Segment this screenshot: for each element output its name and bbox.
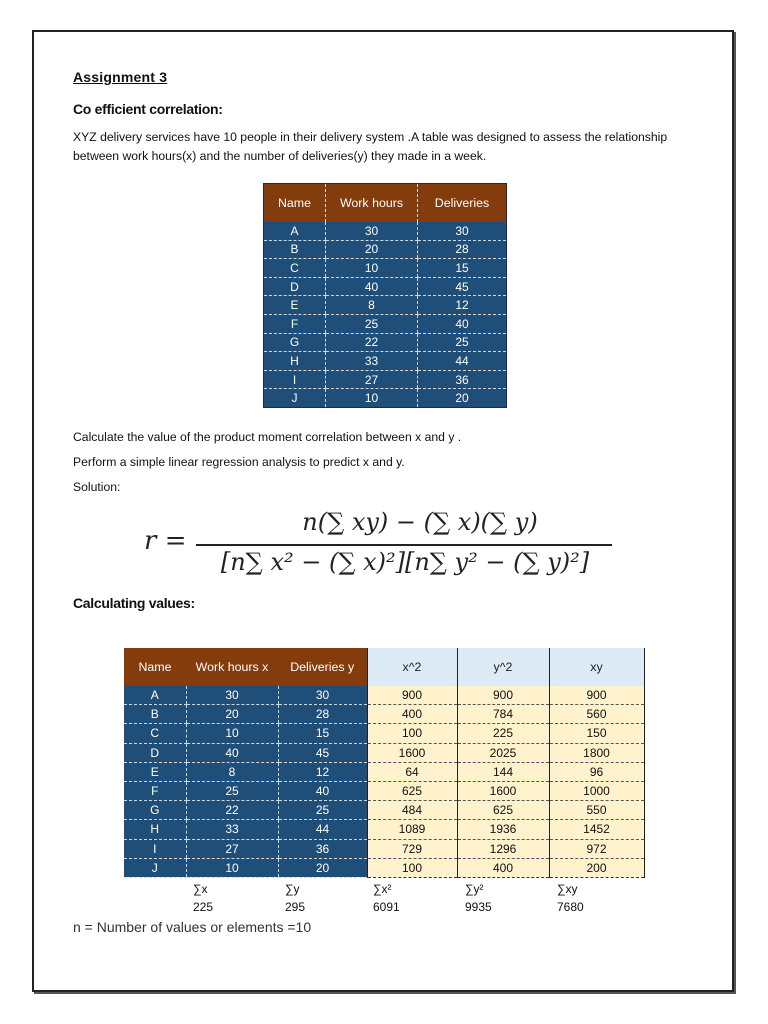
table-row [124, 686, 644, 705]
table-cell: 550 [549, 801, 644, 820]
formula-denominator: [n∑ x² − (∑ x)²][n∑ y² − (∑ y)²] [220, 548, 590, 576]
section-heading-correlation: Co efficient correlation: [73, 101, 223, 117]
sum-value: 9935 [465, 900, 492, 914]
column-header: y^2 [457, 648, 549, 686]
table-row [124, 839, 644, 858]
table-cell: 900 [549, 686, 644, 705]
formula-numerator: n(∑ xy) − (∑ x)(∑ y) [302, 508, 538, 536]
table-cell: G [264, 333, 326, 352]
sum-cell [557, 880, 584, 916]
table-cell: 36 [418, 370, 507, 389]
table-cell: 8 [186, 762, 278, 781]
table-cell: 20 [278, 858, 367, 877]
sum-cell [373, 880, 400, 916]
table-header-row [264, 184, 507, 223]
n-note: n = Number of values or elements =10 [73, 919, 312, 935]
table-row [124, 858, 644, 877]
table-row [264, 222, 507, 240]
table-cell: G [124, 801, 186, 820]
table-cell: 1000 [549, 781, 644, 800]
table-cell: 28 [418, 240, 507, 259]
table-cell: 1600 [367, 743, 457, 762]
table-cell: 10 [186, 858, 278, 877]
table-row [264, 296, 507, 315]
section-heading-calculating: Calculating values: [73, 595, 195, 611]
table-cell: F [124, 781, 186, 800]
table-cell: 1452 [549, 820, 644, 839]
table-row [124, 762, 644, 781]
table-cell: 1936 [457, 820, 549, 839]
table-cell: 22 [186, 801, 278, 820]
table-cell: 625 [367, 781, 457, 800]
table-cell: 900 [457, 686, 549, 705]
table-cell: 729 [367, 839, 457, 858]
table-cell: 12 [418, 296, 507, 315]
table-cell: 200 [549, 858, 644, 877]
table-row [264, 259, 507, 278]
intro-paragraph: XYZ delivery services have 10 people in their delivery system .A table was designed to assess the relationship between work hours(x) and the number of deliveries(y) they made in a week. [73, 130, 668, 163]
fraction-bar [196, 544, 612, 546]
sum-value: 7680 [557, 900, 584, 914]
table-cell: A [124, 686, 186, 705]
table-cell: H [124, 820, 186, 839]
table-cell: 45 [278, 743, 367, 762]
table-cell: 40 [418, 314, 507, 333]
table-cell: 10 [186, 724, 278, 743]
table-cell: D [124, 743, 186, 762]
question-correlation: Calculate the value of the product moment correlation between x and y . [73, 430, 462, 444]
table-cell: 784 [457, 705, 549, 724]
table-row [124, 724, 644, 743]
table-cell: 44 [278, 820, 367, 839]
sum-cell [285, 880, 305, 916]
table-cell: 25 [186, 781, 278, 800]
table-cell: F [264, 314, 326, 333]
column-header: x^2 [367, 648, 457, 686]
table-cell: 1296 [457, 839, 549, 858]
solution-label: Solution: [73, 480, 121, 494]
sum-label: ∑y² [465, 882, 484, 896]
table-cell: 96 [549, 762, 644, 781]
table-cell: 15 [278, 724, 367, 743]
column-header: Deliveries [418, 184, 507, 223]
column-header: Deliveries y [278, 648, 367, 686]
table-cell: J [264, 389, 326, 408]
sum-cell [193, 880, 213, 916]
table-cell: 27 [326, 370, 418, 389]
column-header: Work hours x [186, 648, 278, 686]
table-row [264, 314, 507, 333]
table-cell: 10 [326, 259, 418, 278]
sum-label: ∑x [193, 882, 208, 896]
table-cell: H [264, 352, 326, 371]
table-cell: E [124, 762, 186, 781]
table-cell: I [124, 839, 186, 858]
column-header: Name [264, 184, 326, 223]
table-row [264, 389, 507, 408]
table-cell: 27 [186, 839, 278, 858]
sum-label: ∑x² [373, 882, 392, 896]
table-cell: 400 [367, 705, 457, 724]
sum-label: ∑y [285, 882, 300, 896]
sum-value: 295 [285, 900, 306, 914]
table-row [124, 801, 644, 820]
table-cell: 225 [457, 724, 549, 743]
table-cell: 484 [367, 801, 457, 820]
table-cell: C [264, 259, 326, 278]
assignment-title: Assignment 3 [73, 69, 168, 85]
table-cell: 64 [367, 762, 457, 781]
table-cell: C [124, 724, 186, 743]
table-cell: 150 [549, 724, 644, 743]
correlation-formula [140, 508, 620, 588]
table-cell: 36 [278, 839, 367, 858]
table-cell: 25 [278, 801, 367, 820]
table-cell: 30 [418, 222, 507, 240]
table-cell: 20 [326, 240, 418, 259]
table-cell: 40 [186, 743, 278, 762]
table-row [124, 781, 644, 800]
column-header: xy [549, 648, 644, 686]
sum-cell [465, 880, 492, 916]
table-cell: 100 [367, 858, 457, 877]
table-cell: 20 [186, 705, 278, 724]
table-cell: 972 [549, 839, 644, 858]
table-cell: 40 [326, 277, 418, 296]
sum-label: ∑xy [557, 882, 578, 896]
table-cell: D [264, 277, 326, 296]
table-row [264, 352, 507, 371]
table-cell: 30 [186, 686, 278, 705]
table-cell: 30 [278, 686, 367, 705]
table-cell: 1600 [457, 781, 549, 800]
table-cell: B [264, 240, 326, 259]
table-cell: I [264, 370, 326, 389]
table-cell: 15 [418, 259, 507, 278]
table-cell: 900 [367, 686, 457, 705]
table-cell: 28 [278, 705, 367, 724]
sum-value: 225 [193, 900, 214, 914]
formula-lhs: r = [144, 526, 187, 556]
table-cell: 33 [186, 820, 278, 839]
question-regression: Perform a simple linear regression analysis to predict x and y. [73, 455, 405, 469]
table-cell: J [124, 858, 186, 877]
table-row [124, 705, 644, 724]
table-row [264, 277, 507, 296]
table-cell: 33 [326, 352, 418, 371]
table-cell: 25 [326, 314, 418, 333]
table-cell: 45 [418, 277, 507, 296]
table-row [124, 820, 644, 839]
table-cell: E [264, 296, 326, 315]
table-cell: 12 [278, 762, 367, 781]
table-cell: 400 [457, 858, 549, 877]
table-cell: 560 [549, 705, 644, 724]
table-cell: 40 [278, 781, 367, 800]
table-row [264, 333, 507, 352]
table-cell: 10 [326, 389, 418, 408]
table-cell: 8 [326, 296, 418, 315]
table-cell: 1800 [549, 743, 644, 762]
table-row [124, 743, 644, 762]
sum-value: 6091 [373, 900, 400, 914]
table-header-row [124, 648, 644, 686]
table-row [264, 240, 507, 259]
column-header: Work hours [326, 184, 418, 223]
table-cell: 22 [326, 333, 418, 352]
table-cell: 44 [418, 352, 507, 371]
deliveries-table [263, 183, 507, 408]
table-cell: 144 [457, 762, 549, 781]
column-header: Name [124, 648, 186, 686]
table-cell: 20 [418, 389, 507, 408]
table-cell: 25 [418, 333, 507, 352]
table-cell: B [124, 705, 186, 724]
table-cell: 30 [326, 222, 418, 240]
table-cell: 1089 [367, 820, 457, 839]
table-row [264, 370, 507, 389]
table-cell: 2025 [457, 743, 549, 762]
table-cell: 100 [367, 724, 457, 743]
calculation-table [124, 648, 645, 878]
table-cell: 625 [457, 801, 549, 820]
table-cell: A [264, 222, 326, 240]
